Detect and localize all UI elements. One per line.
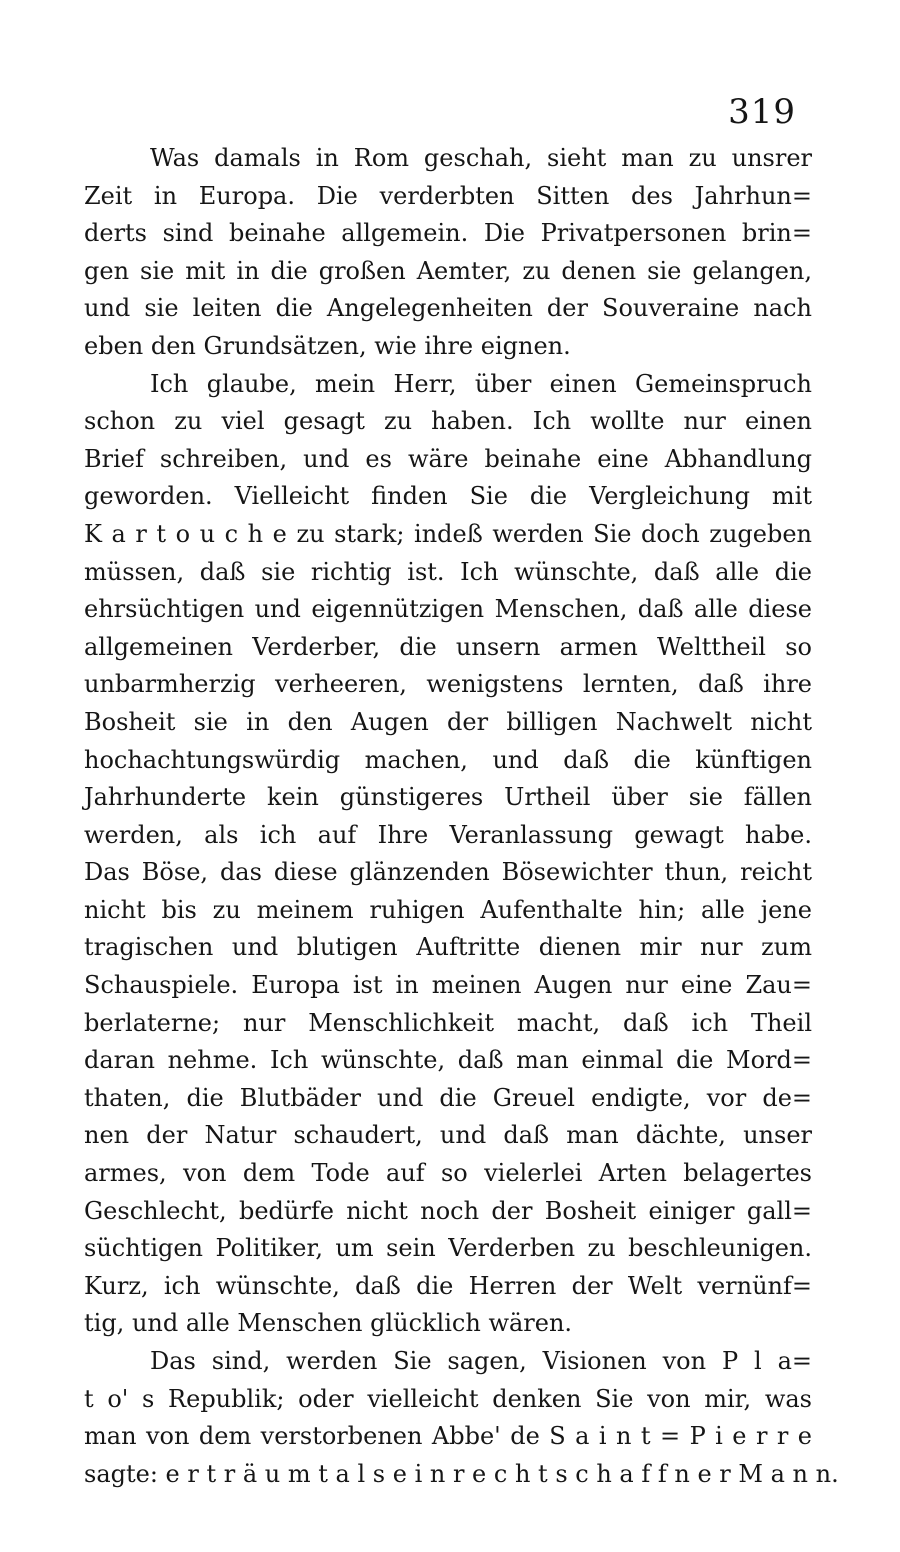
text-line: Ich glaube, mein Herr, über einen Gemeinspruch: [150, 369, 812, 398]
text-line: nicht bis zu meinem ruhigen Aufenthalte hin; alle jene: [84, 895, 812, 924]
text-line: müssen, daß sie richtig ist. Ich wünschte, daß alle die: [84, 557, 812, 586]
text-line: K a r t o u c h e zu stark; indeß werden Sie doch zugeben: [84, 519, 812, 548]
text-line: armes, von dem Tode auf so vielerlei Arten belagertes: [84, 1159, 812, 1188]
text-line: Zeit in Europa. Die verderbten Sitten des Jahrhun=: [84, 181, 812, 210]
text-line: Das sind, werden Sie sagen, Visionen von P l a=: [150, 1347, 812, 1375]
text-block: [84, 140, 839, 1493]
paragraph-2: [84, 366, 812, 1343]
text-line: eben den Grundsätzen, wie ihre eignen.: [84, 331, 571, 360]
text-line: tig, und alle Menschen glücklich wären.: [84, 1309, 573, 1338]
text-line: sagte: e r t r ä u m t a l s e i n r e c h t s c h a f f n e r M a n n.: [84, 1459, 839, 1488]
text-line: man von dem verstorbenen Abbe' de S a i n t = P i e r r e: [84, 1422, 812, 1451]
text-line: werden, als ich auf Ihre Veranlassung gewagt habe.: [84, 820, 812, 849]
text-line: unbarmherzig verheeren, wenigstens lernten, daß ihre: [84, 670, 812, 699]
text-line: Geschlecht, bedürfe nicht noch der Bosheit einiger gall=: [84, 1196, 812, 1225]
text-line: Das Böse, das diese glänzenden Bösewichter thun, reicht: [84, 858, 812, 887]
text-line: hochachtungswürdig machen, und daß die künftigen: [84, 745, 812, 774]
text-line: Kurz, ich wünschte, daß die Herren der Welt vernünf=: [84, 1271, 812, 1300]
text-line: Brief schreiben, und es wäre beinahe eine Abhandlung: [84, 444, 812, 473]
text-line: geworden. Vielleicht finden Sie die Vergleichung mit: [84, 482, 812, 511]
paragraph-3: [84, 1343, 839, 1493]
text-line: thaten, die Blutbäder und die Greuel endigte, vor de=: [84, 1083, 812, 1112]
text-line: schon zu viel gesagt zu haben. Ich wollte nur einen: [84, 407, 812, 436]
text-line: und sie leiten die Angelegenheiten der Souveraine nach: [84, 294, 812, 323]
text-line: derts sind beinahe allgemein. Die Privatpersonen brin=: [84, 219, 812, 248]
text-line: gen sie mit in die großen Aemter, zu denen sie gelangen,: [84, 256, 812, 285]
text-line: daran nehme. Ich wünschte, daß man einmal die Mord=: [84, 1046, 812, 1075]
text-line: t o' s Republik; oder vielleicht denken Sie von mir, was: [84, 1384, 812, 1413]
text-line: Schauspiele. Europa ist in meinen Augen nur eine Zau=: [84, 971, 812, 1000]
text-line: nen der Natur schaudert, und daß man dächte, unser: [84, 1121, 812, 1150]
paragraph-1: [84, 140, 812, 366]
text-line: tragischen und blutigen Auftritte dienen mir nur zum: [84, 933, 812, 962]
page-number: 319: [728, 92, 796, 132]
text-line: ehrsüchtigen und eigennützigen Menschen, daß alle diese: [84, 595, 812, 624]
text-line: Was damals in Rom geschah, sieht man zu unsrer: [150, 144, 812, 172]
text-line: berlaterne; nur Menschlichkeit macht, daß ich Theil: [84, 1008, 812, 1037]
text-line: Bosheit sie in den Augen der billigen Nachwelt nicht: [84, 707, 812, 736]
text-line: allgemeinen Verderber, die unsern armen Welttheil so: [84, 632, 812, 661]
text-line: süchtigen Politiker, um sein Verderben zu beschleunigen.: [84, 1234, 812, 1263]
text-line: Jahrhunderte kein günstigeres Urtheil über sie fällen: [84, 783, 812, 812]
